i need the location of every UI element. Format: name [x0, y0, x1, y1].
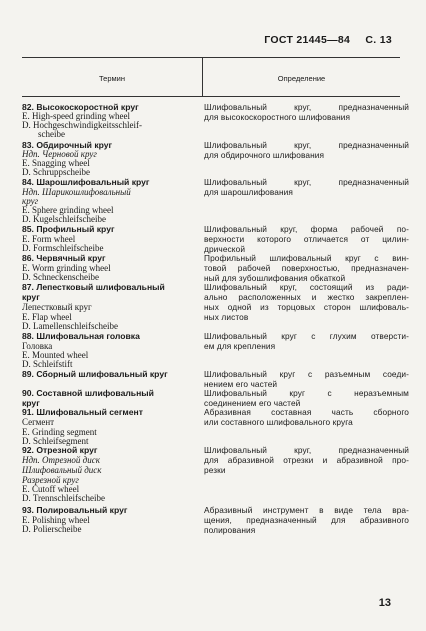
term-line: D. Kugelschleifscheibe	[22, 214, 106, 224]
term-line: E. Polishing wheel	[22, 515, 90, 525]
term-line: E. Flap wheel	[22, 312, 72, 322]
term-line: Ндп. Отрезной диск	[22, 455, 100, 465]
definition-line: Шлифовальный круг, предназначенный	[204, 177, 409, 187]
definition-line: дрической	[204, 244, 246, 254]
table-top-rule	[22, 57, 400, 58]
term-line: E. Sphere grinding wheel	[22, 205, 114, 215]
term-line: 91. Шлифовальный сегмент	[22, 407, 143, 417]
definition-line: или составного шлифовального круга	[204, 417, 353, 427]
definition-line: Абразивный инструмент в виде тела вра-	[204, 505, 409, 515]
definition-line: для высокоскоростного шлифования	[204, 112, 351, 122]
term-line: 83. Обдирочный круг	[22, 140, 113, 150]
definition-line: товой рабочей поверхностью, предназначен-	[204, 263, 409, 273]
term-line: 90. Составной шлифовальный	[22, 388, 154, 398]
column-header-term: Термин	[99, 74, 125, 83]
term-line: Головка	[22, 341, 53, 351]
definition-line: для шарошлифования	[204, 187, 293, 197]
definition-line: Шлифовальный круг, предназначенный	[204, 445, 409, 455]
term-line: Ндп. Шарикошлифовальный	[22, 187, 131, 197]
definition-line: соединением его частей	[204, 398, 301, 408]
term-line: D. Polierscheibe	[22, 524, 82, 534]
table-header-rule	[22, 96, 400, 97]
term-line: D. Schruppscheibe	[22, 167, 90, 177]
definition-line: ный для зубошлифования обкаткой	[204, 273, 346, 283]
term-line: D. Trennschleifscheibe	[22, 493, 105, 503]
term-line: D. Schneckenscheibe	[22, 272, 99, 282]
term-line: D. Schleifstift	[22, 359, 73, 369]
term-line: D. Hochgeschwindigkeitsschleif-	[22, 120, 142, 130]
term-line: E. Cutoff wheel	[22, 484, 80, 494]
term-line: 92. Отрезной круг	[22, 445, 98, 455]
term-line: Ндп. Черновой круг	[22, 149, 97, 159]
term-line: D. Schleifsegment	[22, 436, 89, 446]
definition-line: Шлифовальный круг с неразъемным	[204, 388, 409, 398]
definition-line: для абразивной отрезки и абразивной про-	[204, 455, 409, 465]
column-header-definition: Определение	[277, 74, 326, 83]
page-header	[252, 34, 392, 46]
definition-line: Шлифовальный круг, предназначенный	[204, 140, 409, 150]
term-line: 93. Полировальный круг	[22, 505, 128, 515]
term-line: E. Mounted wheel	[22, 350, 89, 360]
definition-line: Профильный шлифовальный круг с вин-	[204, 253, 409, 263]
term-line: круг	[22, 398, 40, 408]
definition-line: ально расположенных и жестко закреплен-	[204, 292, 409, 302]
term-line: Разрезной круг	[22, 475, 79, 485]
definition-line: ных одной из торцовых сторон шлифоваль-	[204, 302, 409, 312]
term-line: E. Snagging wheel	[22, 158, 90, 168]
definition-line: Абразивная составная часть сборного	[204, 407, 409, 417]
definition-line: Шлифовальный круг, предназначенный	[204, 102, 409, 112]
definition-line: Шлифовальный круг с глухим отверсти-	[204, 331, 409, 341]
term-line: 89. Сборный шлифовальный круг	[22, 369, 168, 379]
term-line: круг	[22, 196, 39, 206]
term-line: 82. Высокоскоростной круг	[22, 102, 139, 112]
term-line: Лепестковый круг	[22, 302, 92, 312]
term-line: Сегмент	[22, 417, 55, 427]
term-line: 87. Лепестковый шлифовальный	[22, 282, 165, 292]
definition-line: Шлифовальный круг, форма рабочей по-	[204, 224, 409, 234]
page-number: 13	[378, 597, 391, 609]
definition-line: для обдирочного шлифования	[204, 150, 325, 160]
term-line: Шлифовальный диск	[22, 465, 102, 475]
definition-line: резки	[204, 465, 226, 475]
definition-line: щения, предназначенный для абразивного	[204, 515, 409, 525]
term-line: 85. Профильный круг	[22, 224, 115, 234]
term-line: E. Grinding segment	[22, 427, 97, 437]
term-line: E. Form wheel	[22, 234, 76, 244]
term-line: E. High-speed grinding wheel	[22, 111, 130, 121]
definition-line: ных листов	[204, 312, 249, 322]
term-line: D. Formschleifscheibe	[22, 243, 104, 253]
term-line: E. Worm grinding wheel	[22, 263, 111, 273]
definition-line: верхности которого отличается от цилин-	[204, 234, 409, 244]
standard-code: ГОСТ 21445—84	[264, 34, 351, 46]
page-label: С. 13	[365, 34, 392, 46]
definition-line: Шлифовальный круг с разъемным соеди-	[204, 369, 409, 379]
term-line: круг	[22, 292, 40, 302]
term-line: 88. Шлифовальная головка	[22, 331, 140, 341]
term-line: scheibe	[38, 129, 65, 139]
definition-line: нением его частей	[204, 379, 278, 389]
definition-line: Шлифовальный круг, состоящий из ради-	[204, 282, 409, 292]
term-line: 84. Шарошлифовальный круг	[22, 177, 150, 187]
definition-line: ем для крепления	[204, 341, 276, 351]
definition-line: полирования	[204, 525, 256, 535]
term-line: 86. Червячный круг	[22, 253, 106, 263]
term-line: D. Lamellenschleifscheibe	[22, 321, 118, 331]
